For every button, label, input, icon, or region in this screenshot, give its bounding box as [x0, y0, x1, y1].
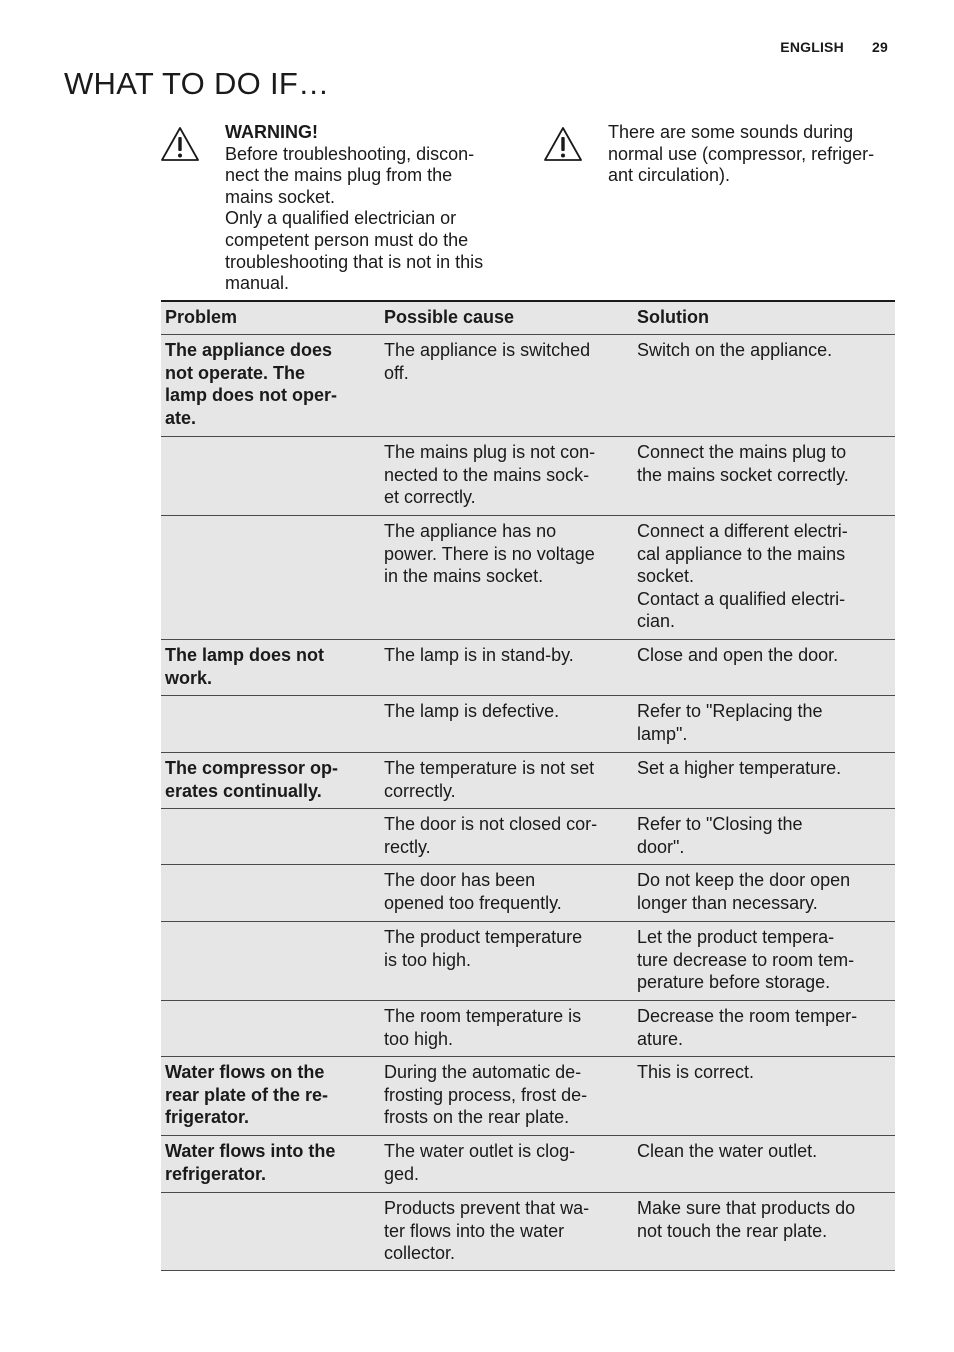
cell-line: Do not keep the door open	[637, 870, 851, 890]
cell-cause	[384, 1197, 589, 1265]
cell-line: Make sure that products do	[637, 1198, 856, 1218]
cell-line: work.	[165, 667, 213, 688]
cell-line: cal appliance to the mains	[637, 543, 846, 564]
cell-line: During the automatic de-	[384, 1062, 582, 1082]
cell-line: Contact a qualified electri-	[637, 588, 846, 609]
header-problem: Problem	[165, 307, 238, 327]
cell-cause	[384, 520, 595, 588]
cell-cause	[384, 644, 574, 667]
text-line: Only a qualified electrician or	[225, 208, 457, 229]
cell-line: perature before storage.	[637, 972, 831, 992]
cell-line: opened too frequently.	[384, 892, 562, 913]
cell-line: frigerator.	[165, 1107, 250, 1127]
cell-line: ate.	[165, 407, 197, 428]
text-line: mains socket.	[225, 186, 336, 207]
cell-line: The compressor op-	[165, 758, 339, 778]
cell-line: The room temperature is	[384, 1006, 582, 1026]
info-lines	[608, 122, 874, 187]
warning-title: WARNING!	[225, 122, 318, 142]
cell-line: The mains plug is not con-	[384, 442, 596, 462]
cell-line: in the mains socket.	[384, 566, 544, 586]
cell-line: off.	[384, 362, 409, 383]
header-solution: Solution	[637, 307, 709, 327]
warning-text-left	[225, 122, 483, 295]
header-cause: Possible cause	[384, 307, 515, 327]
cell-cause	[384, 700, 559, 723]
warning-triangle-icon	[160, 126, 200, 162]
cell-line: collector.	[384, 1243, 456, 1263]
cell-cause	[384, 757, 594, 802]
table-header-row	[161, 302, 895, 335]
cell-cause	[384, 813, 597, 858]
cell-line: This is correct.	[637, 1062, 755, 1082]
text-line: competent person must do the	[225, 229, 469, 250]
cell-line: Refer to "Replacing the	[637, 701, 823, 721]
cell-line: power. There is no voltage	[384, 543, 595, 564]
cell-line: The door is not closed cor-	[384, 814, 598, 834]
table-row	[161, 1057, 895, 1136]
cell-line: correctly.	[384, 780, 456, 801]
cell-line: The appliance has no	[384, 521, 557, 541]
cell-line: The appliance is switched	[384, 340, 591, 360]
text-line: troubleshooting that is not in this	[225, 251, 484, 272]
cell-cause	[384, 441, 595, 509]
table-row	[161, 865, 895, 922]
cell-line: longer than necessary.	[637, 892, 818, 913]
table-row	[161, 1001, 895, 1057]
table-row	[161, 809, 895, 865]
cell-solution	[637, 869, 850, 914]
header-language: ENGLISH	[780, 39, 844, 55]
cell-cause	[384, 339, 590, 384]
table-body	[161, 335, 895, 1271]
cell-problem	[165, 339, 337, 429]
table-row	[161, 516, 895, 640]
cell-line: et correctly.	[384, 487, 476, 507]
running-header	[780, 39, 888, 55]
cell-line: socket.	[637, 566, 695, 586]
table-row	[161, 922, 895, 1001]
cell-line: Products prevent that wa-	[384, 1198, 590, 1218]
cell-line: door".	[637, 836, 685, 857]
cell-line: rear plate of the re-	[165, 1084, 329, 1105]
cell-solution	[637, 813, 802, 858]
cell-solution	[637, 1197, 855, 1242]
cell-problem	[165, 1140, 335, 1185]
cell-line: frosting process, frost de-	[384, 1084, 588, 1105]
cell-problem	[165, 757, 338, 802]
cell-line: too high.	[384, 1028, 454, 1049]
cell-line: The appliance does	[165, 340, 333, 360]
cell-line: The lamp does not	[165, 645, 325, 665]
table-row	[161, 335, 895, 437]
cell-cause	[384, 1140, 575, 1185]
table-row	[161, 1136, 895, 1193]
text-line: nect the mains plug from the	[225, 165, 453, 186]
cell-line: Set a higher temperature.	[637, 758, 842, 778]
cell-line: frosts on the rear plate.	[384, 1107, 570, 1127]
cell-line: Connect the mains plug to	[637, 442, 847, 462]
cell-line: nected to the mains sock-	[384, 464, 590, 485]
cell-solution	[637, 700, 823, 745]
cell-line: Refer to "Closing the	[637, 814, 803, 834]
cell-solution	[637, 520, 848, 633]
cell-line: refrigerator.	[165, 1163, 267, 1184]
cell-line: the mains socket correctly.	[637, 464, 849, 485]
text-line: There are some sounds during	[608, 122, 854, 142]
cell-solution	[637, 1061, 754, 1084]
text-line: ant circulation).	[608, 165, 731, 186]
table-row	[161, 437, 895, 516]
cell-solution	[637, 757, 841, 780]
warning-triangle-icon	[543, 126, 583, 162]
cell-line: Clean the water outlet.	[637, 1141, 818, 1161]
cell-problem	[165, 644, 324, 689]
cell-line: Water flows on the	[165, 1062, 325, 1082]
cell-problem	[165, 1061, 328, 1129]
cell-line: The temperature is not set	[384, 758, 595, 778]
text-line: manual.	[225, 273, 290, 294]
text-line: normal use (compressor, refriger-	[608, 143, 875, 164]
cell-line: Connect a different electri-	[637, 521, 848, 541]
cell-cause	[384, 1005, 581, 1050]
cell-line: ature.	[637, 1028, 684, 1049]
cell-line: lamp does not oper-	[165, 385, 338, 405]
cell-line: cian.	[637, 611, 676, 631]
cell-line: not operate. The	[165, 362, 306, 383]
cell-solution	[637, 339, 832, 362]
table-row	[161, 753, 895, 809]
cell-line: ter flows into the water	[384, 1220, 565, 1241]
table-row	[161, 640, 895, 696]
cell-line: rectly.	[384, 836, 431, 857]
cell-line: The water outlet is clog-	[384, 1141, 576, 1161]
cell-line: The product temperature	[384, 927, 583, 947]
cell-line: lamp".	[637, 723, 688, 744]
cell-solution	[637, 441, 849, 486]
cell-line: Close and open the door.	[637, 645, 839, 665]
cell-line: Switch on the appliance.	[637, 340, 833, 360]
cell-line: ture decrease to room tem-	[637, 949, 855, 970]
cell-cause	[384, 926, 582, 971]
warning-text-right	[608, 122, 874, 187]
table-row	[161, 1193, 895, 1271]
table-row	[161, 696, 895, 753]
warning-lines	[225, 144, 483, 295]
cell-solution	[637, 1140, 817, 1163]
troubleshooting-table	[161, 300, 895, 1271]
cell-line: The door has been	[384, 870, 536, 890]
cell-cause	[384, 869, 562, 914]
cell-line: The lamp is in stand-by.	[384, 645, 574, 665]
cell-solution	[637, 926, 854, 994]
page-number: 29	[872, 39, 888, 55]
page-title: WHAT TO DO IF…	[64, 66, 330, 101]
cell-line: Let the product tempera-	[637, 927, 835, 947]
cell-solution	[637, 1005, 857, 1050]
cell-line: is too high.	[384, 949, 472, 970]
cell-line: The lamp is defective.	[384, 701, 560, 721]
cell-line: Water flows into the	[165, 1141, 336, 1161]
cell-cause	[384, 1061, 587, 1129]
cell-line: ged.	[384, 1163, 420, 1184]
cell-line: Decrease the room temper-	[637, 1006, 858, 1026]
cell-line: not touch the rear plate.	[637, 1220, 828, 1241]
cell-line: erates continually.	[165, 780, 322, 801]
cell-solution	[637, 644, 838, 667]
text-line: Before troubleshooting, discon-	[225, 143, 475, 164]
